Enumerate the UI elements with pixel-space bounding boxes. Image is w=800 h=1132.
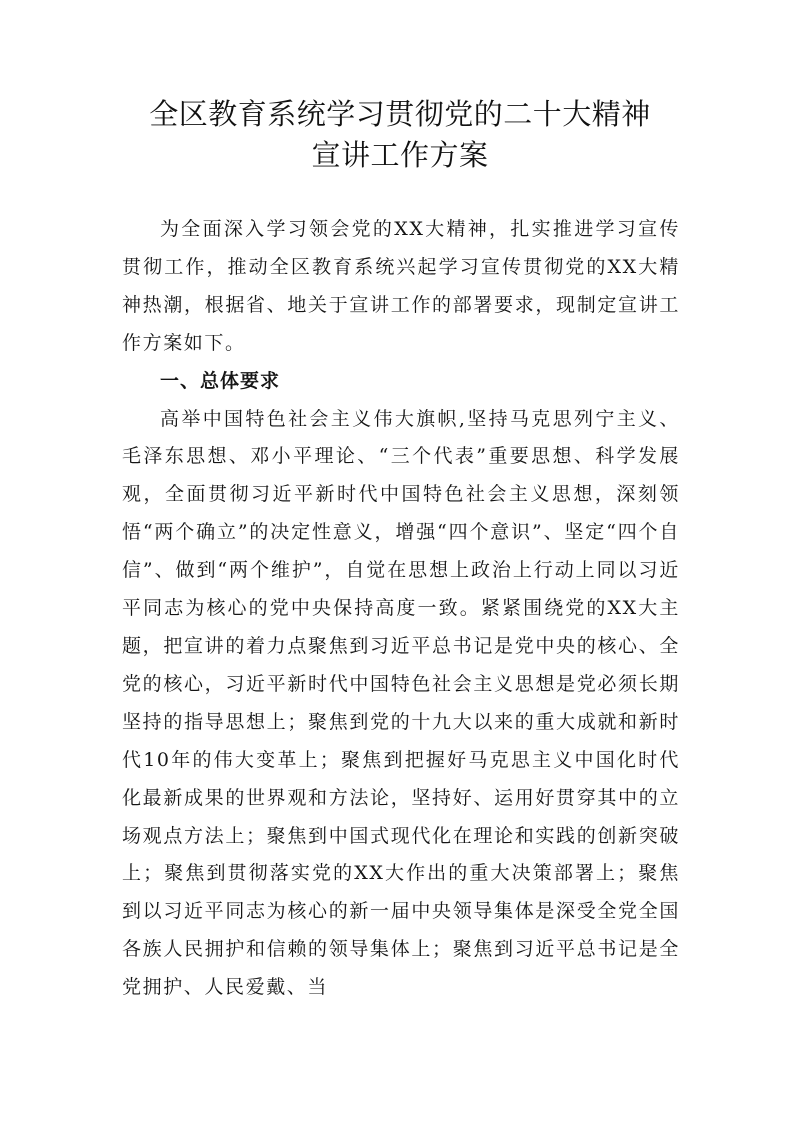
document-body (122, 211, 680, 1007)
section-heading-general-requirements: 一、总体要求 (160, 369, 281, 392)
intro-paragraph: 为全面深入学习领会党的XX大精神，扎实推进学习宣传贯彻工作，推动全区教育系统兴起学习宣传贯彻党的XX大精神热潮，根据省、地关于宣讲工作的部署要求，现制定宣讲工作方案如下。 (122, 218, 680, 354)
document-title-line2: 宣讲工作方案 (311, 138, 489, 172)
document-title-line1: 全区教育系统学习贯彻党的二十大精神 (149, 97, 651, 131)
section1-paragraph: 高举中国特色社会主义伟大旗帜,坚持马克思列宁主义、毛泽东思想、邓小平理论、“三个代表”重要思想、科学发展观，全面贯彻习近平新时代中国特色社会主义思想，深刻领悟“两个确立”的决定性意义，增强“四个意识”、坚定“四个自信”、做到“两个维护”，自觉在思想上政治上行动上同以习近平同志为核心的党中央保持高度一致。紧紧围绕党的XX大主题，把宣讲的着力点聚焦到习近平总书记是党中央的核心、全党的核心，习近平新时代中国特色社会主义思想是党必须长期坚持的指导思想上；聚焦到党的十九大以来的重大成就和新时代10年的伟大变革上；聚焦到把握好马克思主义中国化时代化最新成果的世界观和方法论，坚持好、运用好贯穿其中的立场观点方法上；聚焦到中国式现代化在理论和实践的创新突破上；聚焦到贯彻落实党的XX大作出的重大决策部署上；聚焦到以习近平同志为核心的新一届中央领导集体是深受全党全国各族人民拥护和信赖的领导集体上；聚焦到习近平总书记是全党拥护、人民爱戴、当 (122, 407, 680, 999)
